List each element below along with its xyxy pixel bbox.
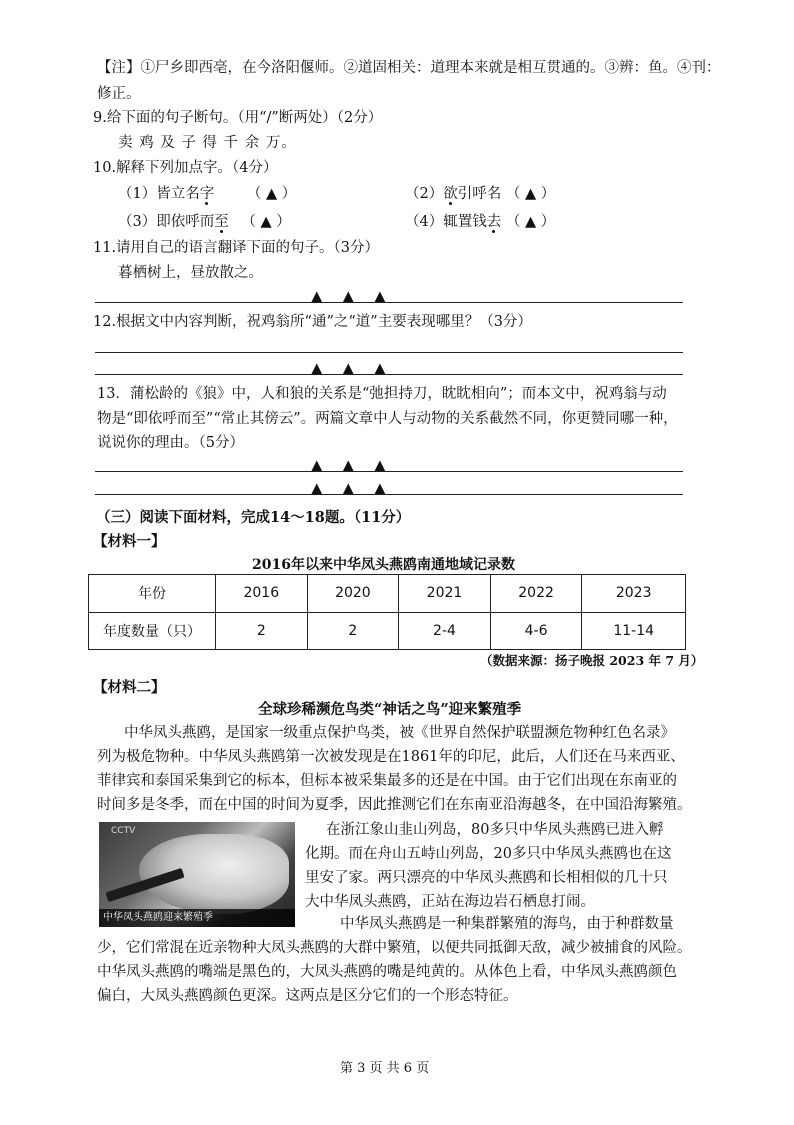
m2-p3-line-4: 偏白，大凤头燕鸥颜色更深。这两点是区分它们的一个形态特征。	[97, 988, 518, 1004]
q10-item-1-answer-slot[interactable]: （ ▲ ）	[246, 186, 297, 202]
q11-prompt: 11.请用自己的语言翻译下面的句子。（3分）	[93, 240, 380, 256]
m2-p2-line-2: 化期。而在舟山五峙山列岛，20多只中华凤头燕鸥也在这	[305, 846, 672, 862]
q13-answer-line-2[interactable]	[95, 494, 683, 495]
q13-line-2: 物是“即依呼而至”“常止其傍云”。两篇文章中人与动物的关系截然不同，你更赞同哪一种，	[97, 411, 678, 427]
table-year-cell: 2020	[307, 575, 399, 613]
section-3-heading: （三）阅读下面材料，完成14～18题。（11分）	[96, 509, 411, 526]
note-line-1: 【注】①尸乡即西亳，在今洛阳偃师。②道固相关：道理本来就是相互贯通的。③辨：鱼。④刊：	[97, 60, 721, 76]
record-table	[88, 574, 686, 650]
table-count-cell: 2	[216, 612, 308, 650]
table-year-cell: 2021	[399, 575, 491, 613]
table-year-cell: 2016	[216, 575, 308, 613]
q13-line-1: 13．蒲松龄的《狼》中，人和狼的关系是“弛担持刀，眈眈相向”；而本文中，祝鸡翁与动	[97, 386, 667, 402]
tern-photo	[99, 822, 295, 927]
q10-item-3-answer-slot[interactable]: （ ▲ ）	[241, 214, 291, 230]
photo-caption: 中华凤头燕鸥迎来繁殖季	[99, 909, 295, 927]
q10-item-4-answer-slot[interactable]: （ ▲ ）	[505, 214, 556, 230]
q11-answer-marks: ▲▲▲	[311, 287, 406, 305]
tv-logo: CCTV	[111, 826, 136, 836]
q10-item-3-dotted-char: 至	[214, 214, 229, 230]
q10-item-4	[405, 212, 555, 232]
m2-p3-line-2: 少，它们常混在近亲物种大凤头燕鸥的大群中繁殖，以便共同抵御天敌，减少被捕食的风险。	[97, 940, 692, 956]
material-2-title: 全球珍稀濒危鸟类“神话之鸟”迎来繁殖季	[258, 701, 522, 718]
table-count-cell: 2-4	[399, 612, 491, 650]
table-count-cell: 2	[307, 612, 399, 650]
q12-answer-line-2[interactable]	[95, 374, 683, 375]
page-number: 第 3 页 共 6 页	[340, 1061, 430, 1076]
m2-p2-line-4: 大中华凤头燕鸥，正站在海边岩石栖息打闹。	[305, 894, 595, 910]
q10-item-3-pre: 即依呼而	[156, 214, 215, 230]
q9-prompt: 9.给下面的句子断句。（用“/”断两处）（2分）	[93, 110, 383, 126]
q10-item-1-dotted-char: 字	[199, 186, 215, 202]
material-1-table-title: 2016年以来中华凤头燕鸥南通地域记录数	[252, 557, 515, 573]
q10-item-3	[118, 212, 291, 232]
q10-item-2-num: （2）	[405, 186, 444, 202]
q12-answer-line-1[interactable]	[95, 352, 683, 353]
q10-item-1-pre: 皆立名	[156, 186, 200, 202]
m2-p1-line-3: 菲律宾和泰国采集到它的标本，但标本被采集最多的还是在中国。由于它们出现在东南亚的	[97, 773, 677, 789]
q12-answer-marks: ▲▲▲	[311, 359, 406, 377]
q10-prompt: 10.解释下列加点字。（4分）	[93, 160, 278, 176]
q10-item-3-num: （3）	[118, 214, 157, 230]
q10-item-4-dotted-char: 去	[486, 214, 502, 230]
q10-item-4-num: （4）	[405, 214, 444, 230]
q13-answer-line-1[interactable]	[95, 471, 683, 472]
q13-answer-marks-2: ▲▲▲	[311, 479, 406, 497]
q13-answer-marks-1: ▲▲▲	[311, 456, 406, 474]
material-1-label: 【材料一】	[93, 533, 166, 550]
q10-item-4-pre: 辄置钱	[443, 214, 487, 230]
q10-item-2-dotted-char: 欲	[443, 186, 458, 202]
table-count-cell: 4-6	[490, 612, 582, 650]
q11-answer-line[interactable]	[95, 302, 683, 303]
table-header-label: 年份	[89, 575, 216, 613]
material-2-label: 【材料二】	[93, 679, 166, 696]
data-source: （数据来源：扬子晚报 2023 年 7 月）	[480, 653, 704, 668]
q10-item-2	[405, 184, 555, 204]
q10-item-1-num: （1）	[118, 186, 157, 202]
q11-sentence: 暮栖树上，昼放散之。	[118, 265, 263, 281]
table-row-years	[89, 575, 686, 613]
q10-item-1	[118, 184, 296, 204]
m2-p3-line-1: 中华凤头燕鸥是一种集群繁殖的海鸟，由于种群数量	[340, 916, 674, 932]
table-count-cell: 11-14	[582, 612, 686, 650]
m2-p2-line-1: 在浙江象山韭山列岛，80多只中华凤头燕鸥已进入孵	[326, 822, 664, 838]
q10-item-2-answer-slot[interactable]: （ ▲ ）	[505, 186, 556, 202]
table-row-label: 年度数量（只）	[89, 612, 216, 650]
m2-p1-line-4: 时间多是冬季，而在中国的时间为夏季，因此推测它们在东南亚沿海越冬，在中国沿海繁殖。	[97, 797, 692, 813]
q13-line-3: 说说你的理由。（5分）	[97, 435, 244, 451]
m2-p3-line-3: 中华凤头燕鸥的嘴端是黑色的，大凤头燕鸥的嘴是纯黄的。从体色上看，中华凤头燕鸥颜色	[97, 964, 677, 980]
table-row-counts	[89, 612, 686, 650]
table-year-cell: 2022	[490, 575, 582, 613]
q9-sentence: 卖 鸡 及 子 得 千 余 万。	[118, 135, 297, 151]
m2-p1-line-2: 列为极危物种。中华凤头燕鸥第一次被发现是在1861年的印尼，此后，人们还在马来西亚、	[97, 749, 685, 765]
note-line-2: 修正。	[97, 86, 141, 102]
m2-p1-line-1: 中华凤头燕鸥，是国家一级重点保护鸟类，被《世界自然保护联盟濒危物种红色名录》	[124, 725, 675, 741]
q10-item-2-post: 引呼名	[457, 186, 502, 202]
q12-prompt: 12.根据文中内容判断，祝鸡翁所“通”之“道”主要表现哪里？（3分）	[93, 314, 532, 330]
m2-p2-line-3: 里安了家。两只漂亮的中华凤头燕鸥和长相相似的几十只	[305, 870, 668, 886]
table-year-cell: 2023	[582, 575, 686, 613]
